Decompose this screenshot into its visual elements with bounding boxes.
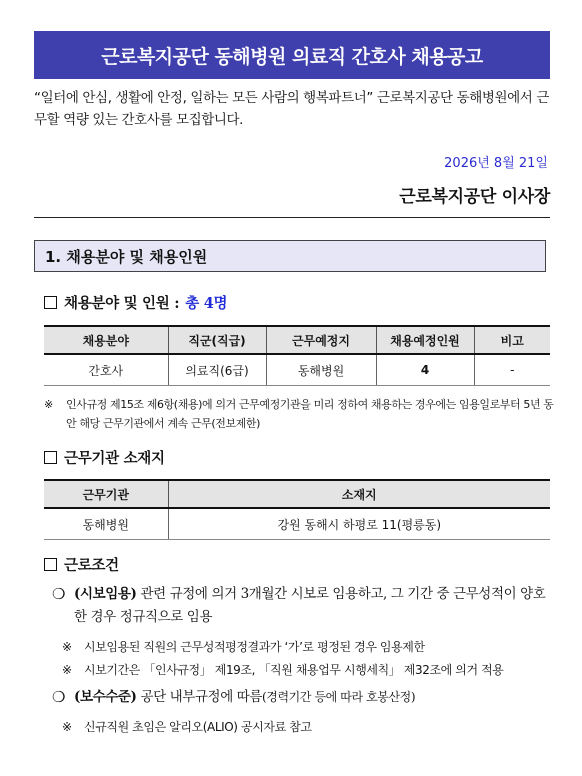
circle-bullet-icon: ❍	[52, 585, 66, 603]
table-header-row	[44, 326, 550, 354]
recruit-note	[44, 395, 554, 433]
note-mark: ※	[44, 398, 53, 411]
checkbox-square-icon	[44, 558, 57, 571]
location-subheading	[44, 447, 165, 468]
condition-note-text: 신규직원 초임은 알리오(ALIO) 공시자료 참고	[84, 720, 312, 734]
table-cell: 간호사	[44, 354, 168, 386]
checkbox-square-icon	[44, 296, 57, 309]
notice-title-banner	[34, 31, 550, 79]
condition-note	[62, 661, 552, 680]
table-header-cell: 비고	[474, 326, 550, 354]
table-cell: 동해병원	[44, 508, 168, 540]
table-cell: 동해병원	[266, 354, 376, 386]
condition-note	[62, 638, 552, 657]
table-header-cell: 직군(직급)	[168, 326, 266, 354]
conditions-heading: 근로조건	[64, 557, 119, 574]
table-header-row	[44, 480, 550, 508]
condition-label: (시보임용)	[74, 586, 137, 602]
circle-bullet-icon: ❍	[52, 688, 66, 706]
location-heading: 근무기관 소재지	[64, 450, 165, 467]
table-cell: -	[474, 354, 550, 386]
table-header-cell: 근무기관	[44, 480, 168, 508]
note-mark: ※	[62, 640, 72, 654]
recruit-heading: 채용분야 및 인원 :	[64, 295, 180, 312]
table-cell: 4	[376, 354, 474, 386]
condition-item-probation	[52, 583, 552, 629]
table-header-cell: 소재지	[168, 480, 550, 508]
intro-text: “일터에 안심, 생활에 안정, 일하는 모든 사람의 행복파트너” 근로복지공단 동해병원에서 근무할 역량 있는 간호사를 모집합니다.	[34, 90, 549, 128]
notice-signer: 근로복지공단 이사장	[399, 187, 550, 207]
condition-item-salary	[52, 686, 552, 709]
checkbox-square-icon	[44, 451, 57, 464]
table-header-cell: 근무예정지	[266, 326, 376, 354]
recruit-total: 총 4명	[185, 295, 228, 312]
table-header-cell: 채용분야	[44, 326, 168, 354]
table-header-cell: 채용예정인원	[376, 326, 474, 354]
note-mark: ※	[62, 663, 72, 677]
condition-text: 관련 규정에 의거 3개월간 시보로 임용하고, 그 기간 중 근무성적이 양호한 경우 정규직으로 임용	[74, 586, 546, 625]
condition-note	[62, 718, 552, 737]
recruit-note-text: 인사규정 제15조 제6항(채용)에 의거 근무예정기관을 미리 정하여 채용하는 경우에는 임용일로부터 5년 동안 해당 근무기관에서 계속 근무(전보제한)	[66, 398, 554, 430]
condition-label: (보수수준)	[74, 689, 137, 705]
conditions-subheading	[44, 554, 119, 575]
table-row	[44, 508, 550, 540]
table-row	[44, 354, 550, 386]
note-mark: ※	[62, 720, 72, 734]
table-cell: 강원 동해시 하평로 11(평릉동)	[168, 508, 550, 540]
notice-title: 근로복지공단 동해병원 의료직 간호사 채용공고	[101, 45, 483, 68]
divider	[34, 217, 550, 218]
condition-note-text: 시보기간은 「인사규정」 제19조, 「직원 채용업무 시행세칙」 제32조에 의거 적용	[84, 663, 504, 677]
condition-note-text: 시보임용된 직원의 근무성적평정결과가 ‘가’로 평정된 경우 임용제한	[84, 640, 425, 654]
recruit-subheading	[44, 292, 227, 313]
section-heading-1-text: 1. 채용분야 및 채용인원	[45, 247, 208, 266]
condition-text: 공단 내부규정에 따름	[140, 689, 263, 705]
location-table	[44, 479, 550, 540]
recruit-table	[44, 325, 550, 386]
condition-small-text: (경력기간 등에 따라 호봉산정)	[262, 690, 416, 704]
table-cell: 의료직(6급)	[168, 354, 266, 386]
notice-date: 2026년 8월 21일	[444, 156, 548, 171]
section-heading-1	[34, 240, 546, 272]
